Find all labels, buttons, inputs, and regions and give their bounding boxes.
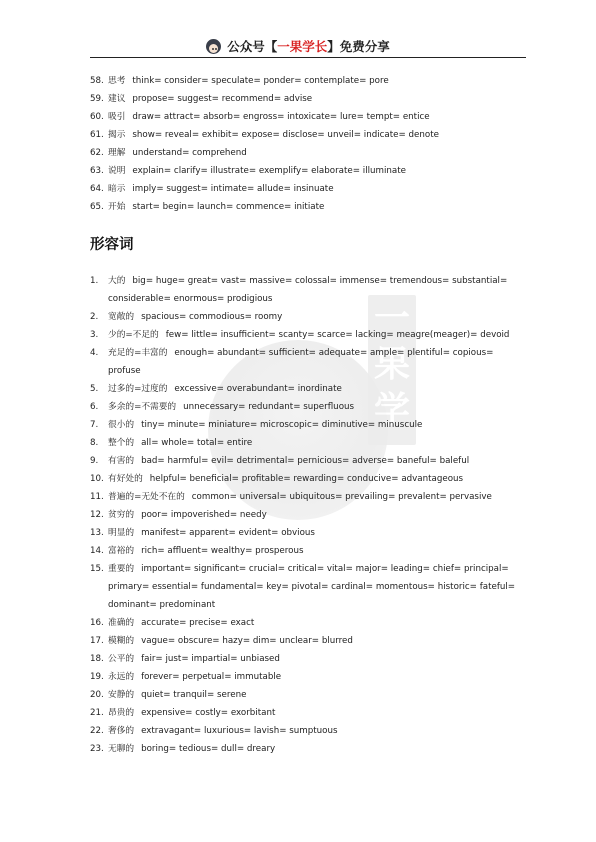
item-number: 22. bbox=[90, 726, 104, 736]
item-synonyms: show= reveal= exhibit= expose= disclose= unveil= indicate= denote bbox=[132, 130, 439, 140]
item-number: 65. bbox=[90, 202, 104, 212]
item-chinese: 昂贵的 bbox=[108, 708, 135, 718]
item-chinese: 充足的=丰富的 bbox=[108, 348, 168, 358]
item-synonyms: big= huge= great= vast= massive= colossal= immense= tremendous= substantial= bbox=[132, 276, 508, 286]
list-item bbox=[90, 398, 520, 416]
item-number: 10. bbox=[90, 474, 104, 484]
item-synonyms: common= universal= ubiquitous= prevailing= prevalent= pervasive bbox=[191, 492, 492, 502]
item-number: 16. bbox=[90, 618, 104, 628]
list-item bbox=[90, 488, 520, 506]
list-item bbox=[90, 686, 520, 704]
item-chinese: 永远的 bbox=[108, 672, 135, 682]
item-chinese: 普遍的=无处不在的 bbox=[108, 492, 185, 502]
item-number: 13. bbox=[90, 528, 104, 538]
item-number: 6. bbox=[90, 402, 99, 412]
item-chinese: 很小的 bbox=[108, 420, 135, 430]
list-item bbox=[90, 452, 520, 470]
item-number: 63. bbox=[90, 166, 104, 176]
item-synonyms-continued: dominant= predominant bbox=[108, 600, 216, 610]
item-synonyms: fair= just= impartial= unbiased bbox=[141, 654, 280, 664]
item-synonyms: propose= suggest= recommend= advise bbox=[132, 94, 313, 104]
item-chinese: 多余的=不需要的 bbox=[108, 402, 177, 412]
item-number: 11. bbox=[90, 492, 104, 502]
item-chinese: 贫穷的 bbox=[108, 510, 135, 520]
item-synonyms: tiny= minute= miniature= microscopic= diminutive= minuscule bbox=[141, 420, 423, 430]
header-highlight: 一果学长 bbox=[277, 39, 328, 54]
item-number: 17. bbox=[90, 636, 104, 646]
list-item bbox=[90, 90, 520, 108]
item-synonyms: bad= harmful= evil= detrimental= pernicious= adverse= baneful= baleful bbox=[141, 456, 470, 466]
adjective-list bbox=[90, 272, 520, 758]
watermark-strip: 一果学 bbox=[368, 295, 416, 445]
item-chinese: 有好处的 bbox=[108, 474, 143, 484]
item-number: 15. bbox=[90, 564, 104, 574]
item-chinese: 整个的 bbox=[108, 438, 135, 448]
item-number: 18. bbox=[90, 654, 104, 664]
item-number: 2. bbox=[90, 312, 99, 322]
list-item bbox=[90, 524, 520, 542]
item-chinese: 揭示 bbox=[108, 130, 126, 140]
item-synonyms: explain= clarify= illustrate= exemplify= elaborate= illuminate bbox=[132, 166, 406, 176]
list-item bbox=[90, 506, 520, 524]
list-item bbox=[90, 126, 520, 144]
list-item bbox=[90, 668, 520, 686]
list-item bbox=[90, 416, 520, 434]
item-chinese: 建议 bbox=[108, 94, 126, 104]
list-item bbox=[90, 144, 520, 162]
list-item bbox=[90, 344, 520, 380]
item-synonyms: rich= affluent= wealthy= prosperous bbox=[141, 546, 304, 556]
item-number: 9. bbox=[90, 456, 99, 466]
list-item bbox=[90, 542, 520, 560]
item-synonyms: boring= tedious= dull= dreary bbox=[141, 744, 276, 754]
item-number: 58. bbox=[90, 76, 104, 86]
item-synonyms-continued: considerable= enormous= prodigious bbox=[108, 294, 273, 304]
list-item bbox=[90, 434, 520, 452]
item-synonyms: think= consider= speculate= ponder= contemplate= pore bbox=[132, 76, 389, 86]
item-chinese: 富裕的 bbox=[108, 546, 135, 556]
header-suffix: 】免费分享 bbox=[327, 39, 390, 54]
item-synonyms: poor= impoverished= needy bbox=[141, 510, 267, 520]
item-synonyms: enough= abundant= sufficient= adequate= ample= plentiful= copious= bbox=[174, 348, 494, 358]
page-header bbox=[0, 34, 596, 58]
item-chinese: 宽敞的 bbox=[108, 312, 135, 322]
list-item bbox=[90, 560, 520, 614]
item-synonyms: accurate= precise= exact bbox=[141, 618, 255, 628]
item-synonyms: expensive= costly= exorbitant bbox=[141, 708, 276, 718]
list-item bbox=[90, 614, 520, 632]
item-synonyms: unnecessary= redundant= superfluous bbox=[183, 402, 355, 412]
item-synonyms: important= significant= crucial= critical= vital= major= leading= chief= principal= bbox=[141, 564, 509, 574]
item-synonyms: vague= obscure= hazy= dim= unclear= blurred bbox=[141, 636, 353, 646]
item-chinese: 思考 bbox=[108, 76, 126, 86]
item-number: 7. bbox=[90, 420, 99, 430]
list-item bbox=[90, 72, 520, 90]
list-item bbox=[90, 650, 520, 668]
item-synonyms: forever= perpetual= immutable bbox=[141, 672, 282, 682]
list-item bbox=[90, 108, 520, 126]
item-number: 20. bbox=[90, 690, 104, 700]
item-chinese: 无聊的 bbox=[108, 744, 135, 754]
item-number: 61. bbox=[90, 130, 104, 140]
verb-list bbox=[90, 72, 520, 216]
item-synonyms: start= begin= launch= commence= initiate bbox=[132, 202, 325, 212]
item-synonyms: few= little= insufficient= scanty= scarce= lacking= meagre(meager)= devoid bbox=[165, 330, 510, 340]
list-item bbox=[90, 180, 520, 198]
item-chinese: 吸引 bbox=[108, 112, 126, 122]
item-synonyms: helpful= beneficial= profitable= rewarding= conducive= advantageous bbox=[149, 474, 464, 484]
item-chinese: 准确的 bbox=[108, 618, 135, 628]
item-number: 21. bbox=[90, 708, 104, 718]
item-synonyms-continued: primary= essential= fundamental= key= pivotal= cardinal= momentous= historic= fateful= bbox=[108, 582, 516, 592]
list-item bbox=[90, 632, 520, 650]
list-item bbox=[90, 308, 520, 326]
item-number: 3. bbox=[90, 330, 99, 340]
item-synonyms: manifest= apparent= evident= obvious bbox=[141, 528, 315, 538]
item-number: 19. bbox=[90, 672, 104, 682]
item-synonyms-continued: profuse bbox=[108, 366, 141, 376]
list-item bbox=[90, 704, 520, 722]
item-chinese: 过多的=过度的 bbox=[108, 384, 168, 394]
avatar-logo-icon bbox=[206, 39, 221, 54]
item-synonyms: extravagant= luxurious= lavish= sumptuous bbox=[141, 726, 338, 736]
item-number: 59. bbox=[90, 94, 104, 104]
item-synonyms: draw= attract= absorb= engross= intoxicate= lure= tempt= entice bbox=[132, 112, 430, 122]
item-chinese: 明显的 bbox=[108, 528, 135, 538]
item-synonyms: excessive= overabundant= inordinate bbox=[174, 384, 342, 394]
item-chinese: 有害的 bbox=[108, 456, 135, 466]
item-chinese: 大的 bbox=[108, 276, 126, 286]
header-divider bbox=[90, 57, 526, 58]
item-number: 8. bbox=[90, 438, 99, 448]
item-number: 14. bbox=[90, 546, 104, 556]
item-synonyms: understand= comprehend bbox=[132, 148, 247, 158]
item-number: 5. bbox=[90, 384, 99, 394]
item-number: 60. bbox=[90, 112, 104, 122]
item-chinese: 暗示 bbox=[108, 184, 126, 194]
item-synonyms: spacious= commodious= roomy bbox=[141, 312, 283, 322]
list-item bbox=[90, 272, 520, 308]
item-chinese: 开始 bbox=[108, 202, 126, 212]
list-item bbox=[90, 740, 520, 758]
list-item bbox=[90, 162, 520, 180]
item-chinese: 重要的 bbox=[108, 564, 135, 574]
item-number: 64. bbox=[90, 184, 104, 194]
item-number: 4. bbox=[90, 348, 99, 358]
list-item bbox=[90, 198, 520, 216]
item-synonyms: quiet= tranquil= serene bbox=[141, 690, 247, 700]
item-chinese: 少的=不足的 bbox=[108, 330, 159, 340]
item-synonyms: imply= suggest= intimate= allude= insinuate bbox=[132, 184, 334, 194]
item-number: 23. bbox=[90, 744, 104, 754]
list-item bbox=[90, 326, 520, 344]
item-number: 12. bbox=[90, 510, 104, 520]
item-synonyms: all= whole= total= entire bbox=[141, 438, 253, 448]
item-chinese: 公平的 bbox=[108, 654, 135, 664]
item-chinese: 奢侈的 bbox=[108, 726, 135, 736]
list-item bbox=[90, 470, 520, 488]
list-item bbox=[90, 722, 520, 740]
item-chinese: 模糊的 bbox=[108, 636, 135, 646]
item-chinese: 安静的 bbox=[108, 690, 135, 700]
header-prefix: 公众号【 bbox=[227, 39, 278, 54]
list-item bbox=[90, 380, 520, 398]
item-number: 62. bbox=[90, 148, 104, 158]
item-chinese: 说明 bbox=[108, 166, 126, 176]
item-chinese: 理解 bbox=[108, 148, 126, 158]
section-title: 形容词 bbox=[90, 237, 134, 253]
item-number: 1. bbox=[90, 276, 99, 286]
header-title bbox=[227, 37, 390, 55]
